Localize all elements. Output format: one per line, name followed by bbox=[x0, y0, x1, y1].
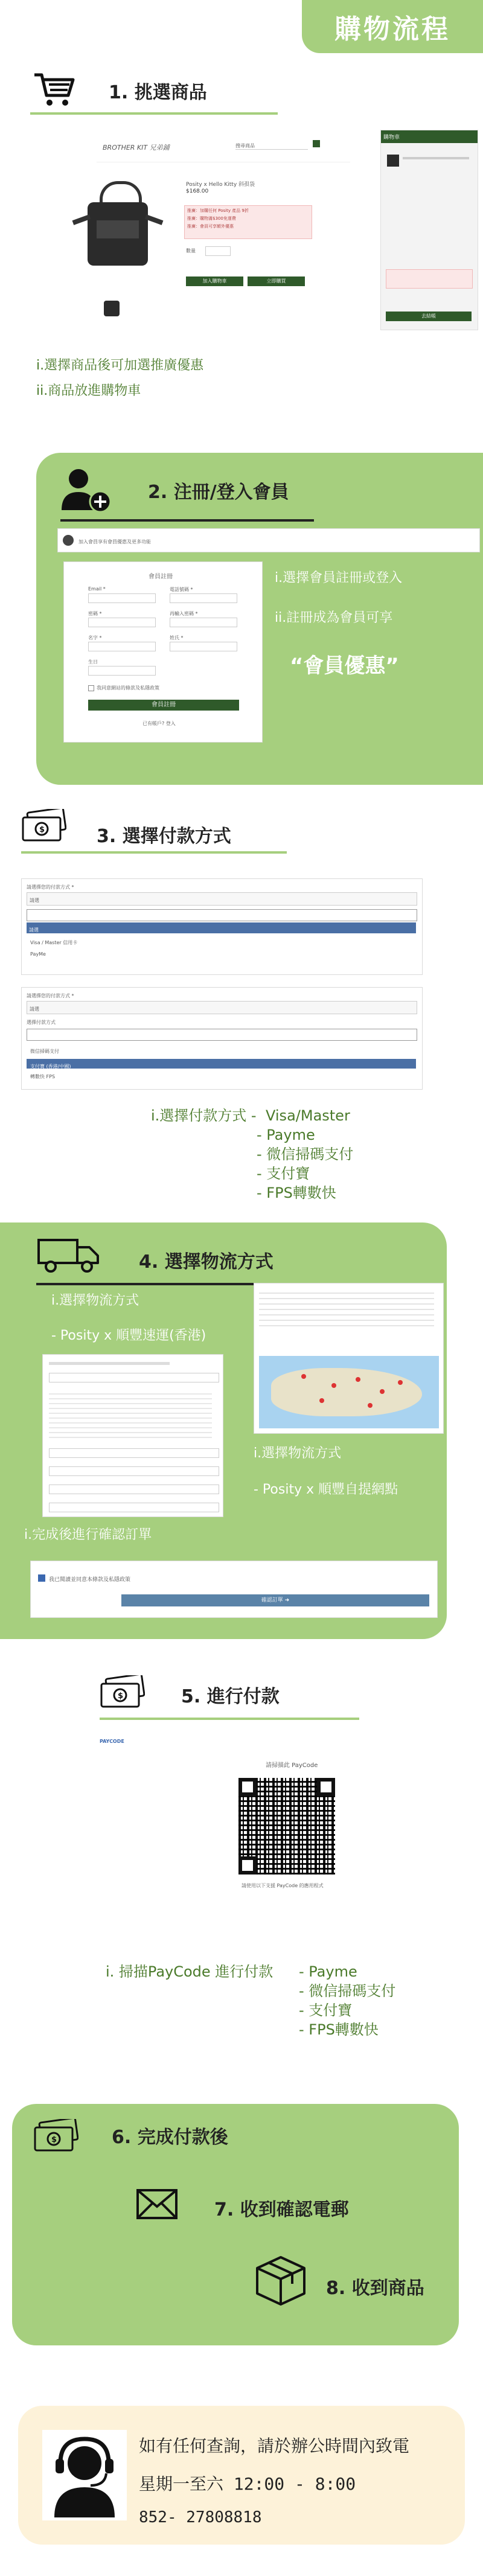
step1-section bbox=[0, 54, 483, 441]
step1-note: ii.商品放進購物車 bbox=[36, 383, 141, 398]
agree-checkbox[interactable] bbox=[88, 685, 94, 691]
promo-line: 推廣：會員可享額外優惠 bbox=[187, 224, 234, 229]
payment-option-label: 支付寶 (香港/中國) bbox=[30, 1064, 71, 1069]
step8-title: 8. 收到商品 bbox=[326, 2278, 424, 2299]
first-name-field[interactable] bbox=[88, 642, 156, 651]
add-user-icon bbox=[60, 468, 115, 516]
payment-method: - FPS轉數快 bbox=[257, 1184, 336, 1201]
register-form-screenshot bbox=[63, 561, 263, 743]
product-price: $168.00 bbox=[186, 188, 209, 194]
step4-note: - Posity x 順豐自提網點 bbox=[254, 1482, 398, 1497]
payment-label: 請選擇您的付款方式 * bbox=[27, 993, 74, 999]
payment-method: - FPS轉數快 bbox=[299, 2021, 379, 2038]
nav-bar bbox=[97, 157, 350, 162]
user-icon bbox=[63, 535, 74, 546]
search-input[interactable]: 搜尋商品 bbox=[235, 142, 308, 150]
svg-text:$: $ bbox=[51, 2135, 57, 2144]
password-field[interactable] bbox=[88, 618, 156, 627]
step4-title: 4. 選擇物流方式 bbox=[139, 1251, 273, 1273]
contact-section bbox=[18, 2406, 465, 2545]
payment-card-icon bbox=[21, 809, 66, 842]
step5-title: 5. 進行付款 bbox=[181, 1686, 280, 1707]
field-label: 密碼 * bbox=[88, 611, 102, 616]
member-header-text: 加入會員享有會員優惠及更多功能 bbox=[78, 539, 151, 545]
product-thumbnail[interactable] bbox=[104, 301, 120, 316]
cart-item bbox=[387, 155, 399, 167]
terms-checkbox[interactable] bbox=[38, 1574, 45, 1582]
package-box-icon bbox=[254, 2255, 308, 2306]
sf-pickup-map-screenshot bbox=[254, 1283, 444, 1434]
paycode-screenshot bbox=[100, 1739, 401, 1944]
page-title: 購物流程 bbox=[302, 0, 483, 53]
svg-text:$: $ bbox=[118, 1692, 124, 1701]
steps-6-8-section bbox=[12, 2104, 459, 2345]
cart-promo-box bbox=[386, 269, 473, 289]
quantity-stepper[interactable] bbox=[205, 246, 231, 256]
payment-select-value: 請選 bbox=[30, 1006, 39, 1012]
qty-label: 數量 bbox=[186, 248, 196, 254]
shopping-cart-icon bbox=[33, 71, 75, 107]
field-label: 再輸入密碼 * bbox=[170, 611, 198, 616]
payment-method-label: i.選擇付款方式 - bbox=[151, 1107, 257, 1124]
add-to-cart-button[interactable]: 加入購物車 bbox=[186, 276, 243, 286]
login-link[interactable]: 已有帳戶? 登入 bbox=[142, 721, 176, 726]
step3-section bbox=[0, 797, 483, 1207]
promo-box bbox=[184, 205, 312, 239]
phone-field[interactable] bbox=[170, 593, 237, 603]
product-image bbox=[72, 181, 163, 272]
address-field[interactable] bbox=[49, 1373, 219, 1382]
step4-note: i.完成後進行確認訂單 bbox=[24, 1527, 152, 1542]
field-label: 姓氏 * bbox=[170, 635, 184, 641]
last-name-field[interactable] bbox=[170, 642, 237, 651]
delivery-truck-icon bbox=[36, 1238, 103, 1274]
member-offer-highlight: “會員優惠” bbox=[290, 654, 399, 678]
form-line bbox=[49, 1362, 170, 1365]
sf-express-screenshot bbox=[42, 1354, 223, 1517]
payment-select-screenshot-2 bbox=[21, 987, 423, 1090]
paycode-header: PAYCODE bbox=[100, 1739, 124, 1744]
confirm-order-screenshot bbox=[30, 1561, 438, 1618]
email-icon bbox=[136, 2188, 178, 2220]
step4-note: i.選擇物流方式 bbox=[254, 1446, 342, 1461]
step7-title: 7. 收到確認電郵 bbox=[214, 2199, 349, 2220]
payment-option[interactable]: 轉數快 FPS bbox=[30, 1074, 56, 1079]
step3-title: 3. 選擇付款方式 bbox=[97, 826, 231, 847]
payment-method: - 支付寶 bbox=[299, 2002, 353, 2019]
payment-search-input[interactable] bbox=[27, 1029, 417, 1041]
agree-text: 我同意網站的條款及私隱政策 bbox=[97, 685, 159, 691]
step3-underline bbox=[21, 851, 287, 854]
birthday-field[interactable] bbox=[88, 666, 156, 676]
contact-line-1: 如有任何查詢，請於辦公時間內致電 bbox=[139, 2436, 410, 2456]
payment-method: - Payme bbox=[299, 1963, 357, 1980]
step2-title: 2. 注冊/登入會員 bbox=[148, 482, 289, 503]
brand-logo: BROTHER KIT 兄弟鋪 bbox=[103, 144, 170, 152]
payment-option-selected[interactable] bbox=[27, 1059, 416, 1069]
buy-now-button[interactable]: 立即購買 bbox=[248, 276, 305, 286]
payment-search-input[interactable] bbox=[27, 909, 417, 921]
payment-select[interactable] bbox=[27, 1001, 417, 1014]
step4-section bbox=[0, 1222, 447, 1639]
svg-text:$: $ bbox=[39, 825, 45, 834]
field[interactable] bbox=[49, 1466, 219, 1476]
payment-label: 請選擇您的付款方式 * bbox=[27, 884, 74, 890]
step2-section bbox=[36, 453, 483, 785]
map[interactable] bbox=[259, 1356, 439, 1428]
field[interactable] bbox=[49, 1503, 219, 1512]
customer-service-icon bbox=[42, 2430, 127, 2520]
payment-cash-icon bbox=[33, 2119, 78, 2152]
password-confirm-field[interactable] bbox=[170, 618, 237, 627]
member-header-screenshot bbox=[57, 528, 480, 552]
payment-cash-icon bbox=[100, 1675, 145, 1708]
paycode-note: i. 掃描PayCode 進行付款 bbox=[106, 1963, 273, 1980]
step1-title: 1. 挑選商品 bbox=[109, 82, 207, 103]
payment-select-value: 請選 bbox=[30, 898, 39, 903]
cart-panel bbox=[380, 130, 478, 330]
product-page-screenshot bbox=[36, 133, 374, 350]
step6-title: 6. 完成付款後 bbox=[112, 2127, 228, 2148]
payment-option[interactable]: Visa / Master 信用卡 bbox=[30, 940, 78, 945]
contact-line-2: 星期一至六 12:00 - 8:00 bbox=[139, 2474, 356, 2494]
register-submit-button[interactable]: 會員註冊 bbox=[88, 700, 239, 711]
payment-select-screenshot bbox=[21, 878, 423, 975]
payment-method: - 支付寶 bbox=[257, 1165, 310, 1182]
field-label: 生日 bbox=[88, 659, 98, 665]
qr-corner bbox=[238, 1778, 257, 1796]
payment-sub-label: 選擇付款方式 bbox=[27, 1020, 56, 1025]
step5-underline bbox=[100, 1718, 359, 1720]
step1-underline bbox=[30, 112, 278, 115]
paycode-caption: 請使用以下支援 PayCode 的應用程式 bbox=[242, 1883, 324, 1888]
step2-note: ii.註冊成為會員可享 bbox=[275, 610, 393, 625]
field-label: 電話號碼 * bbox=[170, 587, 193, 592]
step4-note: i.選擇物流方式 bbox=[51, 1293, 139, 1308]
field[interactable] bbox=[49, 1448, 219, 1458]
promo-line: 推廣：購物滿$300免運費 bbox=[187, 216, 236, 221]
payment-method: - Payme bbox=[257, 1127, 315, 1143]
map-form-lines bbox=[259, 1288, 434, 1331]
field-label: Email * bbox=[88, 586, 106, 592]
product-name: Posity x Hello Kitty 斜孭袋 bbox=[186, 182, 255, 188]
payment-option[interactable]: PayMe bbox=[30, 951, 46, 957]
cart-title: 購物車 bbox=[381, 130, 478, 143]
payment-option[interactable]: 微信掃碼支付 bbox=[30, 1049, 59, 1054]
step2-note: i.選擇會員註冊或登入 bbox=[275, 570, 403, 586]
step5-section bbox=[0, 1654, 483, 2089]
qr-corner bbox=[238, 1856, 257, 1874]
payment-select[interactable] bbox=[27, 892, 417, 906]
step1-note: i.選擇商品後可加選推廣優惠 bbox=[36, 358, 204, 373]
payment-method: - 微信掃碼支付 bbox=[299, 1983, 396, 1999]
payment-option-selected[interactable] bbox=[27, 922, 416, 933]
confirm-order-button[interactable]: 確認訂單 ➜ bbox=[121, 1594, 429, 1606]
promo-line: 推廣：加購任何 Posity 產品 9折 bbox=[187, 208, 249, 213]
field[interactable] bbox=[49, 1485, 219, 1494]
terms-text: 我已閱讀並同意本條款及私隱政策 bbox=[49, 1577, 131, 1583]
step2-underline bbox=[60, 519, 314, 522]
form-title: 會員註冊 bbox=[149, 574, 173, 580]
contact-phone[interactable]: 852- 27808818 bbox=[139, 2508, 262, 2526]
payment-method: - 微信掃碼支付 bbox=[257, 1146, 354, 1163]
search-icon[interactable] bbox=[313, 140, 320, 147]
step4-note: - Posity x 順豐速運(香港) bbox=[51, 1328, 206, 1343]
field-label: 名字 * bbox=[88, 635, 102, 641]
checkout-button[interactable]: 去結帳 bbox=[386, 312, 472, 321]
payment-option-label: 請選 bbox=[29, 927, 39, 933]
cart-item-info bbox=[403, 157, 469, 159]
email-field[interactable] bbox=[88, 593, 156, 603]
payment-method: Visa/Master bbox=[266, 1107, 350, 1124]
qr-corner bbox=[317, 1778, 335, 1796]
form-text-block bbox=[49, 1390, 212, 1438]
paycode-title: 請掃描此 PayCode bbox=[266, 1762, 318, 1769]
